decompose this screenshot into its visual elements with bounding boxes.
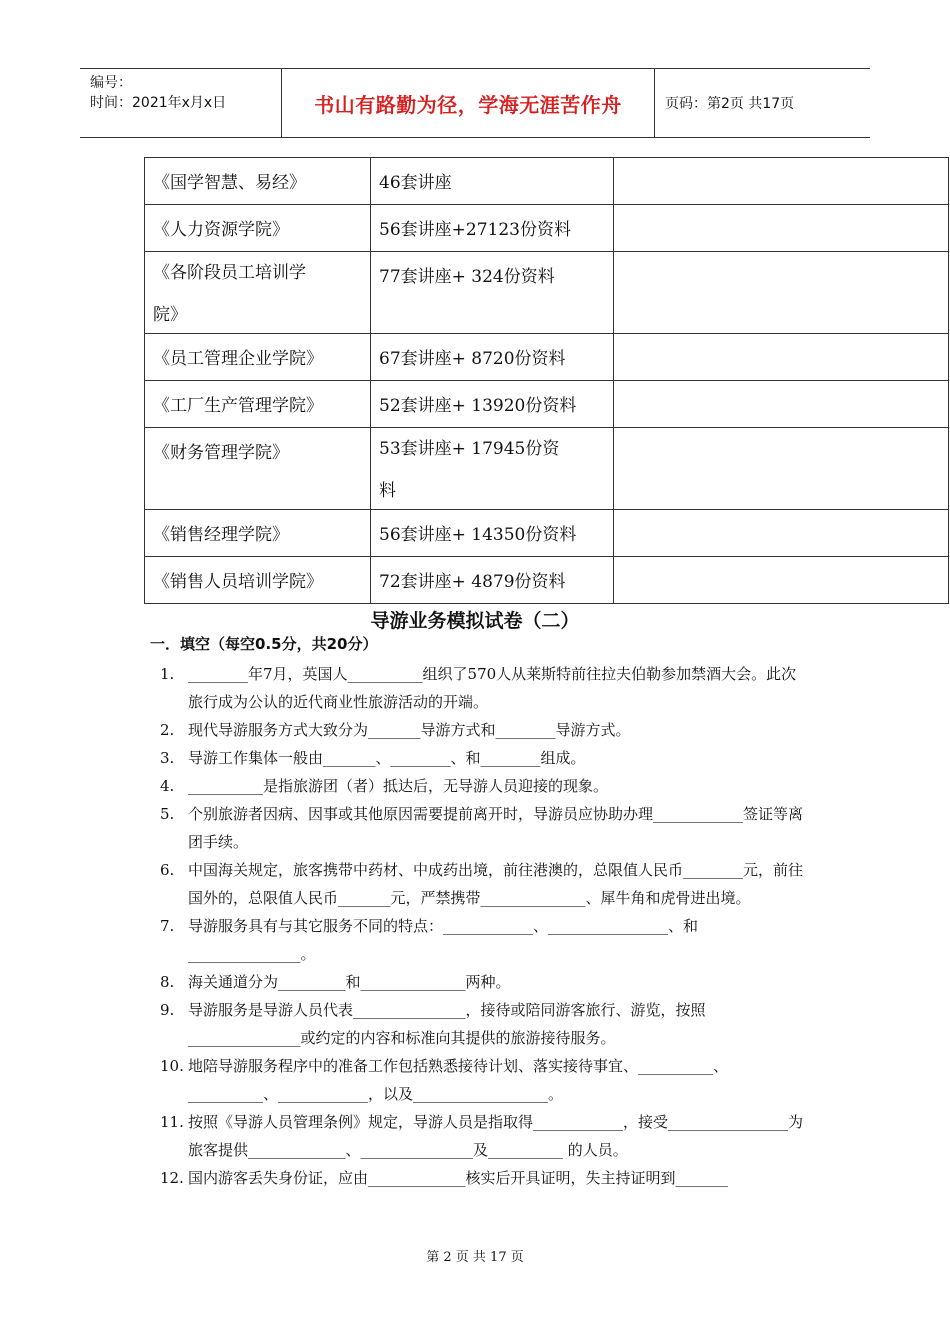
course-name-line2: 院》: [153, 305, 187, 325]
question-text: 按照《导游人员管理条例》规定，导游人员是指取得____________，接受________________为旅客提供_____________、_______________及__________ 的人员。: [188, 1113, 804, 1159]
question-item: [160, 772, 810, 800]
time-label: 时间：2021年x月x日: [90, 95, 227, 111]
course-name: 《销售人员培训学院》: [145, 557, 371, 604]
question-text: 现代导游服务方式大致分为_______导游方式和________导游方式。: [188, 721, 631, 739]
course-name: 《销售经理学院》: [145, 510, 371, 557]
course-content: 77套讲座+ 324份资料: [371, 252, 614, 334]
course-extra: [614, 557, 949, 604]
course-extra: [614, 510, 949, 557]
question-number: 3.: [160, 749, 175, 767]
question-item: [160, 996, 810, 1052]
table-row: [145, 381, 949, 428]
course-content: 46套讲座: [371, 158, 614, 205]
question-number: 5.: [160, 805, 175, 823]
course-name: [145, 252, 371, 334]
course-content: 56套讲座+27123份资料: [371, 205, 614, 252]
question-text: 海关通道分为_________和______________两种。: [188, 973, 511, 991]
course-content-line1: 53套讲座+ 17945份资: [379, 439, 560, 459]
question-number: 11.: [160, 1113, 184, 1131]
question-number: 8.: [160, 973, 175, 991]
course-content: 56套讲座+ 14350份资料: [371, 510, 614, 557]
question-text: 地陪导游服务程序中的准备工作包括熟悉接待计划、落实接待事宜、__________、__________、____________，以及__________________。: [188, 1057, 729, 1103]
course-extra: [614, 158, 949, 205]
course-name-line1: 《各阶段员工培训学: [153, 263, 306, 283]
course-name: 《员工管理企业学院》: [145, 334, 371, 381]
course-extra: [614, 381, 949, 428]
question-text: 个别旅游者因病、因事或其他原因需要提前离开时，导游员应协助办理____________签证等离团手续。: [188, 805, 804, 851]
question-item: [160, 744, 810, 772]
table-row: [145, 158, 949, 205]
course-extra: [614, 205, 949, 252]
page-footer: 第 2 页 共 17 页: [426, 1250, 524, 1265]
page-info: 页码：第2页 共17页: [665, 96, 795, 112]
question-number: 9.: [160, 1001, 175, 1019]
course-extra: [614, 428, 949, 510]
course-content-line2: 料: [379, 481, 396, 501]
question-number: 12.: [160, 1169, 184, 1187]
question-list: [160, 660, 810, 1192]
course-name: 《国学智慧、易经》: [145, 158, 371, 205]
question-text: 导游服务具有与其它服务不同的特点：____________、________________、和_______________。: [188, 917, 699, 963]
question-item: [160, 912, 810, 968]
motto: 书山有路勤为径，学海无涯苦作舟: [282, 69, 655, 137]
course-content: 67套讲座+ 8720份资料: [371, 334, 614, 381]
section-title: 一．填空（每空0.5分，共20分）: [150, 635, 378, 653]
question-item: [160, 716, 810, 744]
question-number: 10.: [160, 1057, 184, 1075]
question-text: 导游工作集体一般由_______、________、和________组成。: [188, 749, 586, 767]
question-number: 7.: [160, 917, 175, 935]
question-text: 导游服务是导游人员代表_______________，接待或陪同游客旅行、游览，按照_______________或约定的内容和标准向其提供的旅游接待服务。: [188, 1001, 706, 1047]
question-item: [160, 800, 810, 856]
question-item: [160, 1108, 810, 1164]
question-item: [160, 856, 810, 912]
question-number: 2.: [160, 721, 175, 739]
course-content: [371, 428, 614, 510]
exam-title: 导游业务模拟试卷（二）: [370, 610, 580, 632]
header-meta: [80, 69, 282, 137]
course-name: 《人力资源学院》: [145, 205, 371, 252]
course-content: 52套讲座+ 13920份资料: [371, 381, 614, 428]
question-text: 中国海关规定，旅客携带中药材、中成药出境，前往港澳的，总限值人民币________元，前往国外的，总限值人民币_______元，严禁携带______________、犀牛角和虎骨进出境。: [188, 861, 804, 907]
question-text: ________年7月，英国人__________组织了570人从莱斯特前往拉夫伯勒参加禁酒大会。此次旅行成为公认的近代商业性旅游活动的开端。: [188, 665, 797, 711]
table-row: [145, 205, 949, 252]
table-row: [145, 428, 949, 510]
page-header: [80, 68, 870, 138]
question-number: 6.: [160, 861, 175, 879]
question-text: 国内游客丢失身份证，应由_____________核实后开具证明，失主持证明到_______: [188, 1169, 729, 1187]
table-row: [145, 557, 949, 604]
course-extra: [614, 252, 949, 334]
table-row: [145, 510, 949, 557]
course-name: 《财务管理学院》: [145, 428, 371, 510]
question-number: 4.: [160, 777, 175, 795]
question-item: [160, 1052, 810, 1108]
number-label: 编号：: [90, 75, 132, 91]
course-content: 72套讲座+ 4879份资料: [371, 557, 614, 604]
question-item: [160, 968, 810, 996]
table-row: [145, 252, 949, 334]
question-item: [160, 1164, 810, 1192]
question-item: [160, 660, 810, 716]
course-name: 《工厂生产管理学院》: [145, 381, 371, 428]
course-extra: [614, 334, 949, 381]
question-number: 1.: [160, 665, 175, 683]
question-text: __________是指旅游团（者）抵达后，无导游人员迎接的现象。: [188, 777, 609, 795]
course-table: [144, 157, 949, 604]
table-row: [145, 334, 949, 381]
